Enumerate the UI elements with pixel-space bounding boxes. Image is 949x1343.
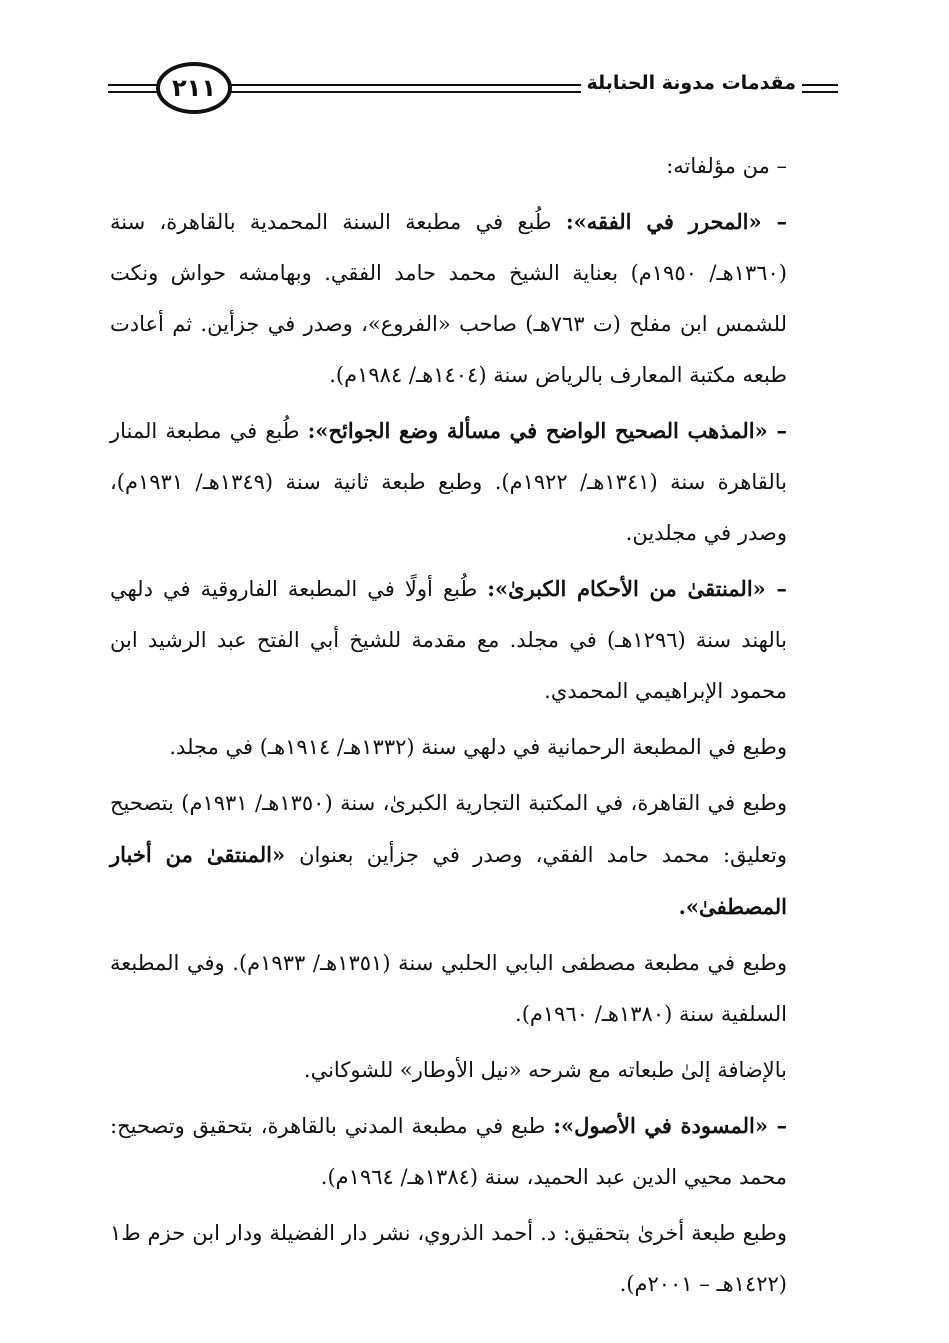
paragraph-bold: – «المنتقىٰ من الأحكام الكبرىٰ»: [487, 576, 787, 601]
paragraph-text: طُبع في مطبعة السنة المحمدية بالقاهرة، سنة (١٣٦٠هـ/ ١٩٥٠م) بعناية الشيخ محمد حامد الفقي. وبهامشه حواش ونكت للشمس ابن مفلح (ت ٧٦٣هـ) صاحب «الفروع»، وصدر في جزأين. ثم أعادت طبعه مكتبة المعارف بالرياض سنة (١٤٠٤هـ/ ١٩٨٤م). [110, 210, 787, 387]
paragraph [110, 1044, 835, 1096]
paragraph-bold-tail: «المنتقىٰ من أخبار المصطفىٰ». [110, 842, 787, 919]
paragraph-bold: – «المحرر في الفقه»: [565, 209, 787, 234]
paragraph-text: – من مؤلفاته: [666, 154, 787, 178]
paragraph [110, 405, 835, 559]
paragraph [110, 777, 835, 933]
paragraph-text: وطبع في المطبعة الرحمانية في دلهي سنة (١٣٣٢هـ/ ١٩١٤هـ) في مجلد. [169, 735, 787, 759]
page-number: ٢١١ [156, 62, 232, 114]
paragraph-bold: – «المذهب الصحيح الواضح في مسألة وضع الجوائح»: [307, 418, 787, 443]
paragraph [110, 1207, 835, 1310]
paragraph-text: طُبع في مطبعة المنار بالقاهرة سنة (١٣٤١هـ/ ١٩٢٢م). وطبع طبعة ثانية سنة (١٣٤٩هـ/ ١٩٣١م)، وصدر في مجلدين. [110, 419, 788, 545]
paragraph-text: طُبع أولًا في المطبعة الفاروقية في دلهي بالهند سنة (١٢٩٦هـ) في مجلد. مع مقدمة للشيخ أبي الفتح عبد الرشيد ابن محمود الإبراهيمي المحمدي. [110, 577, 787, 703]
paragraph [110, 1100, 835, 1203]
paragraph-text: طبع في مطبعة المدني بالقاهرة، بتحقيق وتصحيح: محمد محيي الدين عبد الحميد، سنة (١٣٨٤هـ/ ١٩٦٤م). [110, 1114, 787, 1189]
paragraph [110, 196, 835, 401]
paragraph [110, 937, 835, 1040]
running-title: مقدمات مدونة الحنابلة [581, 72, 802, 94]
paragraph [110, 721, 835, 773]
paragraph-text: وطبع في القاهرة، في المكتبة التجارية الكبرىٰ، سنة (١٣٥٠هـ/ ١٩٣١م) بتصحيح وتعليق: محمد حامد الفقي، وصدر في جزأين بعنوان [110, 791, 788, 867]
paragraph-bold: – «المسودة في الأصول»: [553, 1113, 787, 1138]
body-text [110, 140, 835, 1314]
paragraph [110, 563, 835, 717]
paragraph-text: وطبع طبعة أخرىٰ بتحقيق: د. أحمد الذروي، نشر دار الفضيلة ودار ابن حزم ط١ (١٤٢٢هـ – ٢٠٠١م). [110, 1221, 787, 1296]
paragraph-text: بالإضافة إلىٰ طبعاته مع شرحه «نيل الأوطار» للشوكاني. [303, 1058, 787, 1082]
page-header [108, 62, 838, 118]
paragraph-text: وطبع في مطبعة مصطفى البابي الحلبي سنة (١٣٥١هـ/ ١٩٣٣م). وفي المطبعة السلفية سنة (١٣٨٠هـ/ ١٩٦٠م). [110, 951, 787, 1026]
paragraph [110, 140, 835, 192]
